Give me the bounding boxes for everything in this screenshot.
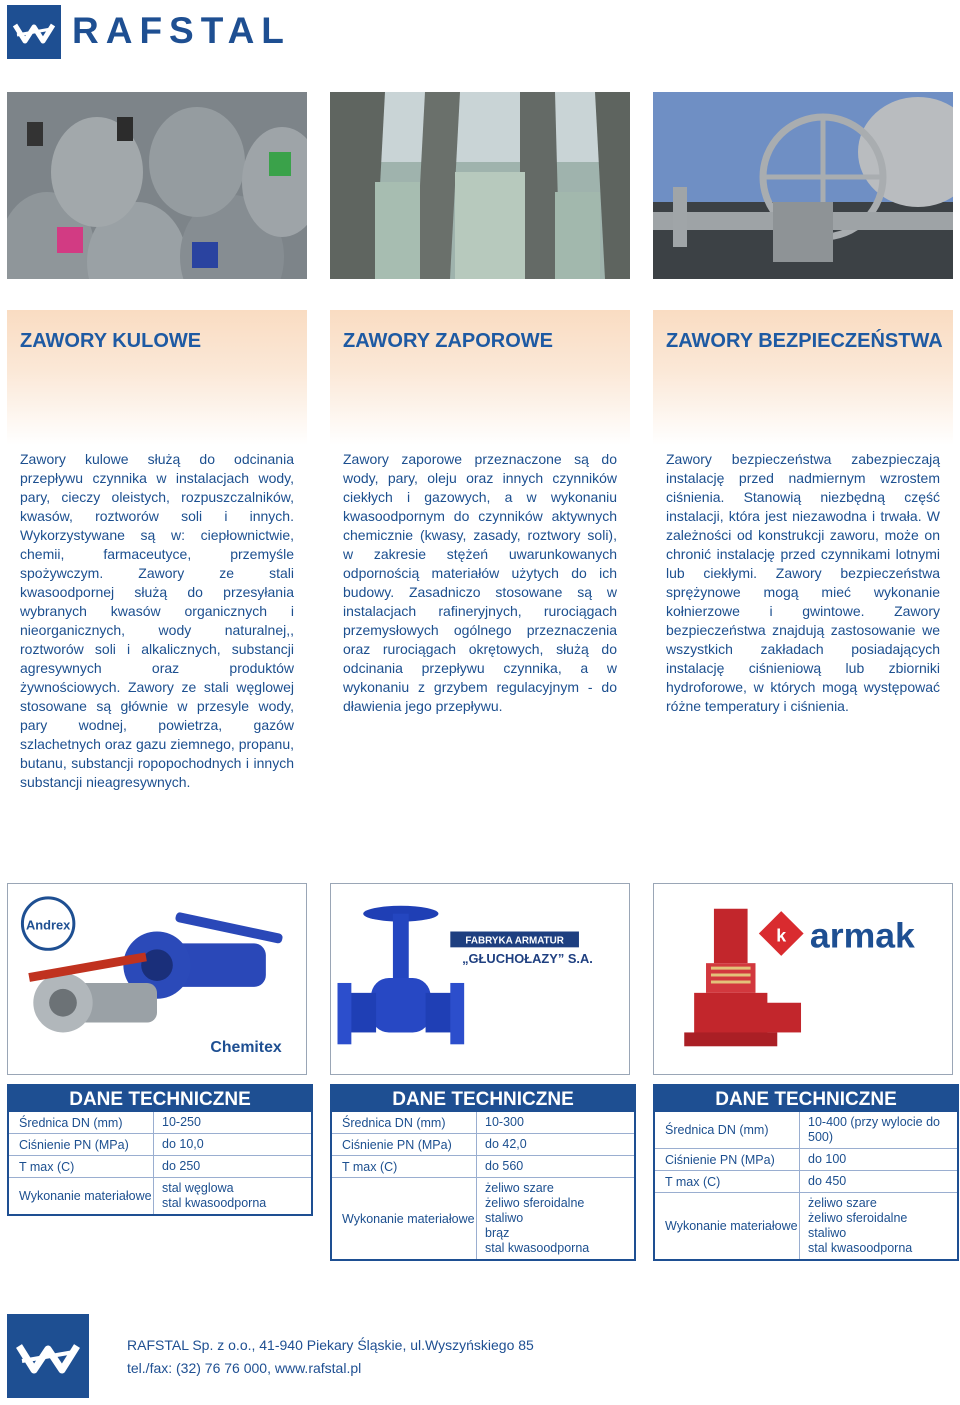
description-safety-valves: Zawory bezpieczeństwa zabezpieczają instalację przed nadmiernym wzrostem ciśnienia. Stanowią niezbędną część instalacji, która jest niezawodna i trwała. W zależności od konstrukcji zaworu, może on chronić instalację przed czynnikami lotnymi lub ciekłymi. Zawory bezpieczeństwa sprężynowe mogą mieć wykonanie kołnierzowe i gwintowe. Zawory bezpieczeństwa znajdują zastosowanie we wszystkich zakładach posiadających instalację ciśnieniową lub zbiorniki hydroforowe, w których mogą występować różne temperatury i ciśnienia.: [666, 451, 940, 714]
row-value: 10-250: [162, 1115, 201, 1129]
row-value: żeliwo szare żeliwo sferoidalne staliwo stal kwasoodporna: [808, 1196, 913, 1255]
tech-table-title: DANE TECHNICZNE: [9, 1086, 311, 1112]
row-value: do 450: [808, 1174, 847, 1188]
tech-table-title: DANE TECHNICZNE: [655, 1086, 957, 1112]
description-ball-valves: Zawory kulowe służą do odcinania przepływu czynnika w instalacjach wody, pary, cieczy oleistych, rozpuszczalników, kwasów, roztworów soli i innych. Wykorzystywane są w: ciepłownictwie, chemii, farmaceutyce, przemyśle spożywczym. Zawory ze stali kwasoodpornej służą do przesyłania wybranych kwasów organicznych i nieorganicznych, wody naturalnej,, roztworów soli i alkalicznych, substancji agresywnych oraz produktów żywnościowych. Zawory ze stali węglowej stosowane są głównie w przesyle wody, pary wodnej, powietrza, gazów szlachetnych oraz gazu ziemnego, propanu, butanu, substancji ropopochodnych i innych substancji nieagresywnych.: [20, 451, 294, 790]
row-label: Średnica DN (mm): [9, 1112, 154, 1133]
row-label: Ciśnienie PN (MPa): [332, 1134, 477, 1155]
row-label: Wykonanie materiałowe: [655, 1193, 800, 1259]
brand-chemitex: Chemitex: [210, 1039, 282, 1057]
description-globe-valves: Zawory zaporowe przeznaczone są do wody, pary, oleju oraz innych czynników ciekłych i gazowych, a w wykonaniu kwasoodpornym do czynników aktywnych chemicznie (kwasy, zasady, roztwory soli), w zakresie stężeń uwarunkowanych odpornością materiałów użytych do ich budowy. Zasadniczo stosowane są w instalacjach rafineryjnych, rurociągach przemysłowych ogólnego przeznaczenia oraz rurociągach okrętowych, służą do odcinania przepływu czynnika, a w wykonaniu z grzybem regulacyjnym - do dławienia jego przepływu.: [343, 451, 617, 714]
brand-name: RAFSTAL: [72, 10, 291, 51]
table-row: [655, 1171, 957, 1193]
title-ball-valves: ZAWORY KULOWE: [20, 330, 202, 352]
logo-icon: [7, 1314, 89, 1398]
tech-table-safety-valves: [653, 1084, 959, 1261]
table-row: [655, 1149, 957, 1171]
tech-table-ball-valves: [7, 1084, 313, 1216]
row-value: do 100: [808, 1152, 847, 1166]
product-image-safety-valve: [653, 883, 953, 1075]
table-row: [655, 1112, 957, 1149]
tech-table-title: DANE TECHNICZNE: [332, 1086, 634, 1112]
row-value: żeliwo szare żeliwo sferoidalne staliwo brąz stal kwasoodporna: [485, 1181, 590, 1255]
row-label: T max (C): [332, 1156, 477, 1177]
row-label: Ciśnienie PN (MPa): [9, 1134, 154, 1155]
photo-gate-valve-wheel: [653, 92, 953, 279]
row-label: Ciśnienie PN (MPa): [655, 1149, 800, 1170]
title-globe-valves: ZAWORY ZAPOROWE: [343, 330, 553, 352]
row-label: T max (C): [655, 1171, 800, 1192]
product-image-globe-valve: [330, 883, 630, 1075]
title-safety-valves: ZAWORY BEZPIECZEŃSTWA: [666, 330, 943, 352]
brand-fabryka-armatur: FABRYKA ARMATUR: [465, 935, 564, 947]
tech-table-globe-valves: [330, 1084, 636, 1261]
row-label: T max (C): [9, 1156, 154, 1177]
row-value: do 250: [162, 1159, 201, 1173]
photo-gas-cylinders: [7, 92, 307, 279]
brand-glucholazy: „GŁUCHOŁAZY” S.A.: [462, 951, 593, 967]
brand-armak: armak: [809, 915, 915, 956]
footer-address: RAFSTAL Sp. z o.o., 41-940 Piekary Śląskie, ul.Wyszyńskiego 85: [127, 1337, 534, 1353]
table-row: [332, 1134, 634, 1156]
brand-k-logo: k: [776, 925, 787, 946]
row-label: Wykonanie materiałowe: [9, 1178, 154, 1214]
footer-logo-mark: [7, 1314, 89, 1398]
row-value: 10-400 (przy wylocie do 500): [808, 1115, 941, 1144]
table-row: [9, 1134, 311, 1156]
row-value: do 10,0: [162, 1137, 204, 1151]
logo-icon: [7, 5, 61, 59]
row-value: do 42,0: [485, 1137, 527, 1151]
table-row: [9, 1178, 311, 1214]
table-row: [655, 1193, 957, 1259]
row-value: stal węglowa stal kwasoodporna: [162, 1181, 267, 1210]
footer-contact[interactable]: tel./fax: (32) 76 76 000, www.rafstal.pl: [127, 1360, 362, 1376]
table-row: [332, 1178, 634, 1259]
table-row: [9, 1156, 311, 1178]
product-image-ball-valves: [7, 883, 307, 1075]
row-value: 10-300: [485, 1115, 524, 1129]
row-value: do 560: [485, 1159, 524, 1173]
row-label: Średnica DN (mm): [655, 1112, 800, 1148]
table-row: [9, 1112, 311, 1134]
table-row: [332, 1112, 634, 1134]
brand-andrex: Andrex: [25, 917, 71, 933]
row-label: Średnica DN (mm): [332, 1112, 477, 1133]
photo-dam-gates: [330, 92, 630, 279]
table-row: [332, 1156, 634, 1178]
brand-logo-mark: [7, 5, 61, 59]
row-label: Wykonanie materiałowe: [332, 1178, 477, 1259]
